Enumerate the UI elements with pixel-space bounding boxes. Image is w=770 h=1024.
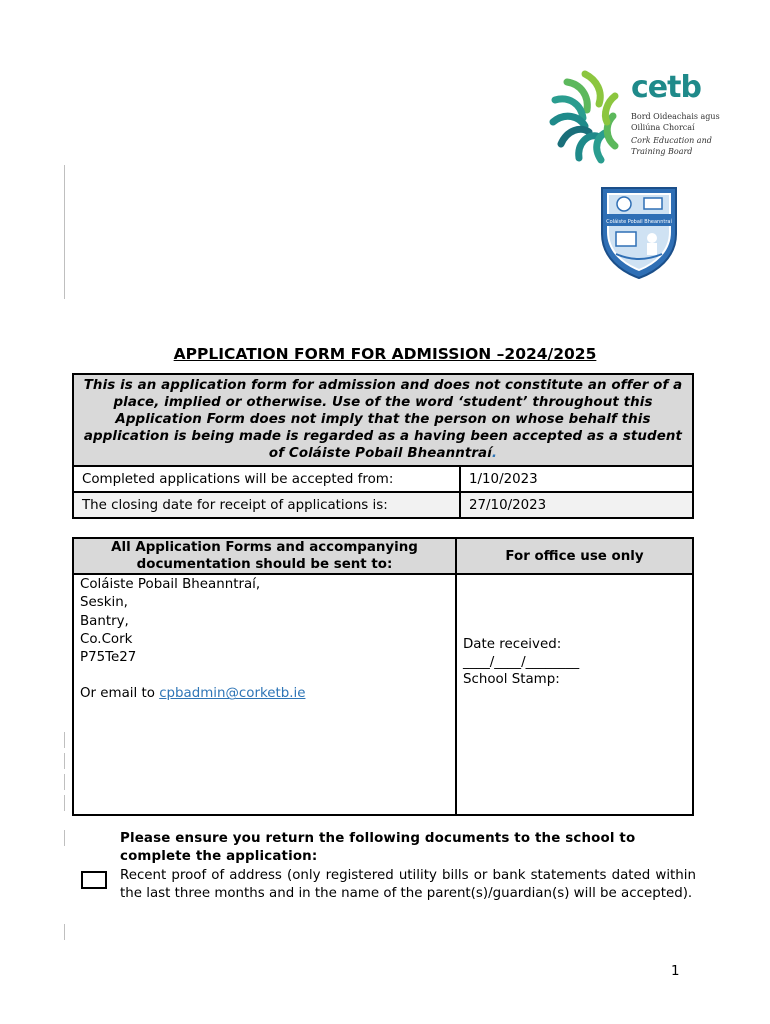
school-crest	[596, 180, 682, 280]
email-prefix: Or email to	[80, 686, 160, 702]
margin-mark	[64, 795, 65, 811]
table-row	[73, 466, 693, 492]
cetb-logo	[545, 66, 720, 170]
date-received-blank: ____/____/________	[463, 654, 580, 670]
margin-mark	[64, 924, 65, 940]
logo-line: Bord Oideachais agus	[631, 112, 720, 121]
address-line: Seskin,	[80, 595, 128, 611]
school-address	[73, 574, 456, 815]
cetb-swirl-icon	[545, 66, 625, 170]
table-row	[73, 492, 693, 518]
notice-text: This is an application form for admission and does not constitute an offer of a place, implied or otherwise. Use of the word ‘student’ throughout this Application Form does not imply that the person on whose behalf this application is being made is regarded as a having been accepted as a student of Coláiste Pobail Bheanntraí	[83, 378, 683, 461]
office-use-header: For office use only	[456, 538, 693, 574]
address-table	[72, 537, 694, 816]
date-received-label: Date received:	[463, 637, 562, 652]
school-stamp-label: School Stamp:	[463, 672, 560, 687]
proof-of-address-text: Recent proof of address (only registered utility bills or bank statements dated within the last three months and in the name of the parent(s)/guardian(s) will be accepted).	[120, 868, 696, 901]
margin-mark	[64, 165, 65, 299]
address-line: P75Te27	[80, 650, 137, 666]
email-link[interactable]: cpbadmin@corketb.ie	[159, 686, 306, 702]
address-header: All Application Forms and accompanying documentation should be sent to:	[73, 538, 456, 574]
page-title: APPLICATION FORM FOR ADMISSION –2024/2025	[173, 345, 597, 363]
address-line: Bantry,	[80, 613, 129, 629]
address-line: Coláiste Pobail Bheanntraí,	[80, 577, 261, 592]
proof-of-address-checkbox[interactable]	[81, 871, 107, 889]
office-use-box	[456, 574, 693, 815]
notice-trailing: .	[491, 446, 498, 461]
logo-line: Oiliúna Chorcaí	[631, 123, 695, 132]
accept-from-date: 1/10/2023	[460, 466, 693, 492]
page-number: 1	[671, 964, 680, 979]
crest-label: Coláiste Pobail Bheanntraí	[606, 219, 672, 225]
address-line: Co.Cork	[80, 631, 133, 647]
admission-info-table	[72, 373, 694, 519]
documents-heading: Please ensure you return the following documents to the school to complete the application:	[120, 831, 636, 864]
accept-from-label: Completed applications will be accepted from:	[73, 466, 460, 492]
logo-line: Training Board	[631, 147, 693, 156]
margin-mark	[64, 830, 65, 846]
logo-line: Cork Education and	[631, 136, 712, 145]
cetb-wordmark: cetb	[631, 70, 701, 105]
email-line	[80, 685, 449, 703]
margin-mark	[64, 753, 65, 769]
margin-mark	[64, 774, 65, 790]
admission-notice	[73, 374, 693, 466]
closing-date-value: 27/10/2023	[460, 492, 693, 518]
closing-date-label: The closing date for receipt of applications is:	[73, 492, 460, 518]
margin-mark	[64, 732, 65, 748]
